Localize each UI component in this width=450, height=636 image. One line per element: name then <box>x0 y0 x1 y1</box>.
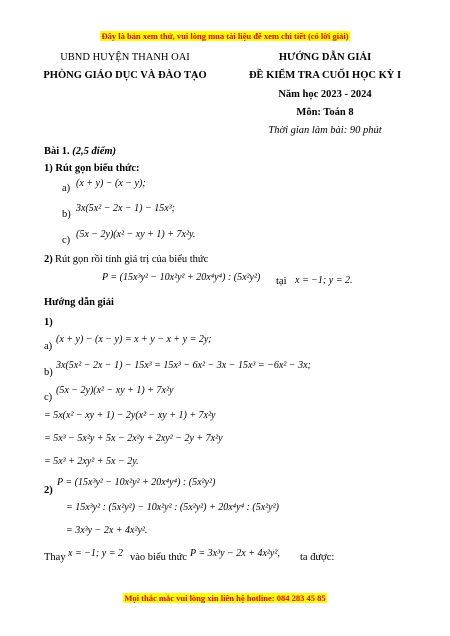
solution-heading: Hướng dẫn giải <box>44 297 114 308</box>
sol-a-expr: (x + y) − (x − y) = x + y − x + y = 2y; <box>56 334 212 345</box>
bai1-q2-text: Rút gọn rồi tính giá trị của biểu thức <box>55 254 209 265</box>
sol-c-step1: = 5x(x² − xy + 1) − 2y(x² − xy + 1) + 7x²y <box>44 410 216 421</box>
header-subject: Môn: Toán 8 <box>296 107 354 118</box>
bai1-q2 <box>44 254 53 265</box>
bai1-q2-expr: P = (15x³y² − 10x²y² + 20x⁴y⁴) : (5x²y²) <box>102 272 261 283</box>
sol-b-label: b) <box>44 367 53 378</box>
sol-thay-prefix: Thay <box>44 552 66 563</box>
bai1-a-label: a) <box>62 183 71 194</box>
sol-thay-expr: P = 3x³y − 2x + 4x²y², <box>190 548 280 559</box>
bai1-q2-vals: x = −1; y = 2. <box>295 275 353 286</box>
bai1-title: Bài 1. <box>44 146 70 157</box>
header-time: Thời gian làm bài: 90 phút <box>268 125 382 136</box>
sol-c-step2: = 5x³ − 5x²y + 5x − 2x²y + 2xy² − 2y + 7x²y <box>44 433 223 444</box>
bottom-banner: Mọi thắc mắc vui lòng xin liên hệ hotline: 084 283 45 85 <box>124 593 326 603</box>
sol-c-step3: = 5x³ + 2xy² + 5x − 2y. <box>44 456 139 467</box>
bai1-a-expr: (x + y) − (x − y); <box>76 178 146 189</box>
sol-thay-vals: x = −1; y = 2 <box>68 548 123 559</box>
header-right-line2: ĐỀ KIỂM TRA CUỐI HỌC KỲ I <box>248 70 402 81</box>
sol-thay-suffix: ta được: <box>300 552 335 563</box>
top-banner-wrap <box>0 26 450 44</box>
sol-thay-mid: vào biểu thức <box>130 552 188 563</box>
header-left-line1: UBND HUYỆN THANH OAI <box>60 52 190 63</box>
bai1-c-label: c) <box>62 235 71 246</box>
solution-part1: 1) <box>44 317 53 328</box>
sol-a-label: a) <box>44 341 53 352</box>
header-year: Năm học 2023 - 2024 <box>278 89 372 100</box>
bai1-c-expr: (5x − 2y)(x² − xy + 1) + 7x²y. <box>76 229 196 240</box>
bai1-q1 <box>44 163 140 174</box>
bai1-q2-num: 2) <box>44 254 53 265</box>
bai1-q2-tai: tại <box>276 276 287 287</box>
bottom-banner-wrap <box>0 588 450 606</box>
bai1-q1-text: 1) Rút gọn biểu thức: <box>44 163 140 174</box>
sol-p-step2: = 3x³y − 2x + 4x²y². <box>66 525 148 536</box>
sol-b-expr: 3x(5x² − 2x − 1) − 15x³ = 15x³ − 6x² − 3x − 15x³ = −6x² − 3x; <box>56 360 311 371</box>
header-left-line2: PHÒNG GIÁO DỤC VÀ ĐÀO TẠO <box>43 70 207 81</box>
header-right-line1: HƯỚNG DẪN GIẢI <box>278 52 372 63</box>
sol-part2: 2) <box>44 485 53 496</box>
sol-c-label: c) <box>44 392 53 403</box>
sol-c-expr: (5x − 2y)(x² − xy + 1) + 7x²y <box>56 385 174 396</box>
bai1-heading <box>44 146 116 157</box>
bai1-b-expr: 3x(5x² − 2x − 1) − 15x³; <box>76 203 175 214</box>
top-banner: Đây là bản xem thử, vui lòng mua tài liệu để xem chi tiết (có lời giải) <box>101 31 349 41</box>
bai1-b-label: b) <box>62 209 71 220</box>
sol-p-expr: P = (15x³y² − 10x²y² + 20x⁴y⁴) : (5x²y²) <box>57 477 216 488</box>
sol-p-step1: = 15x³y² : (5x²y²) − 10x²y² : (5x²y²) + 20x⁴y⁴ : (5x²y²) <box>66 502 279 513</box>
bai1-points: (2,5 điểm) <box>72 146 117 157</box>
